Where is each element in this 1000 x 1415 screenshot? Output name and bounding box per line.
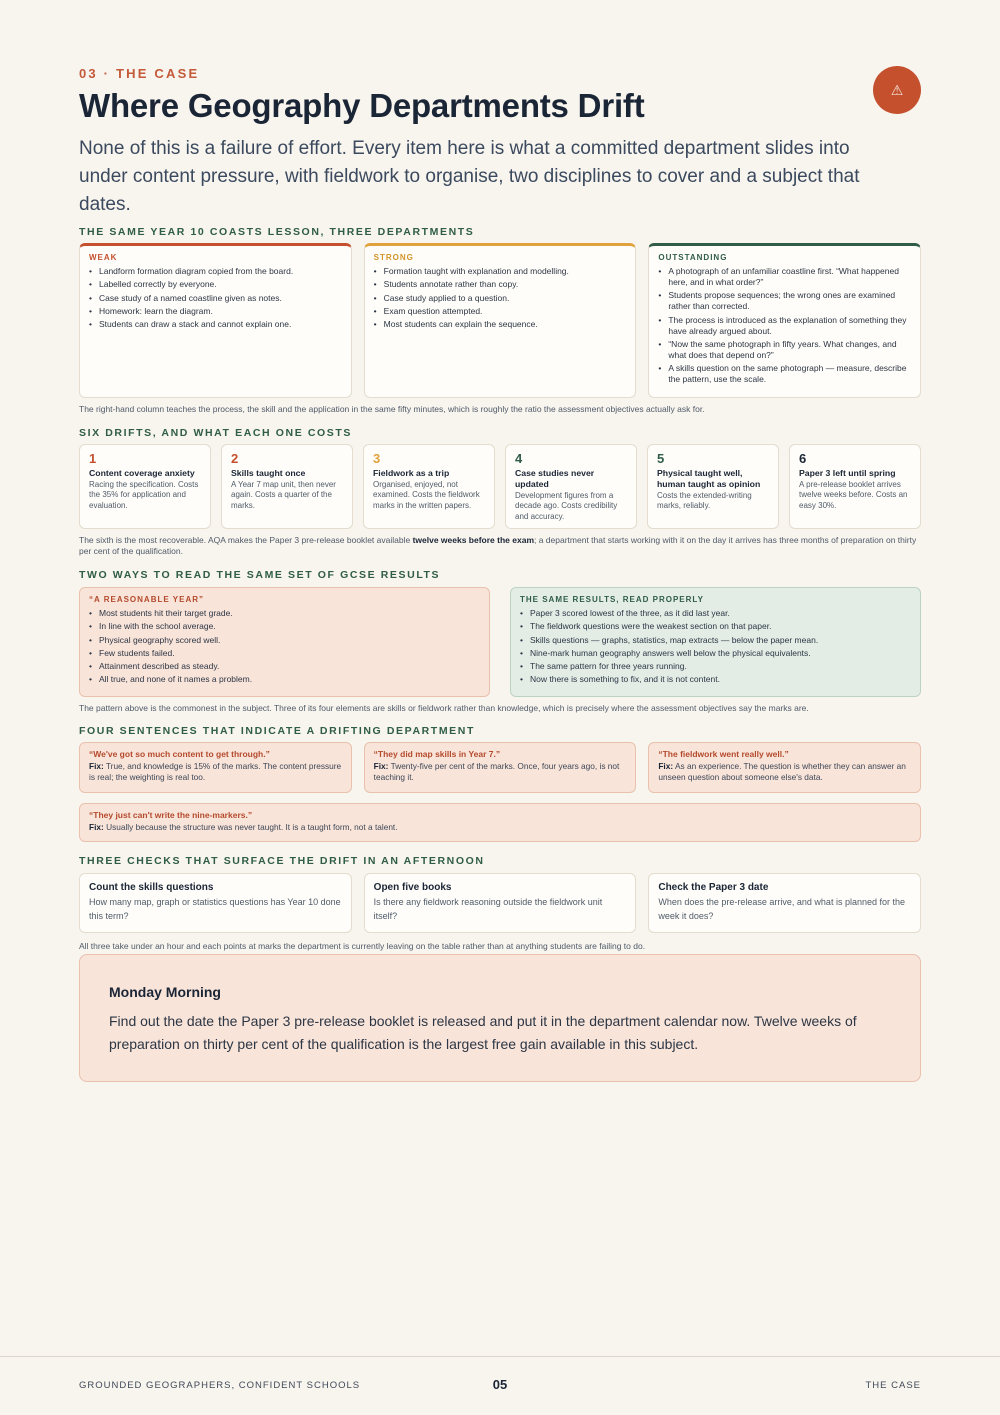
lesson-card-weak (79, 243, 352, 398)
list-item: • A skills question on the same photograph — measure, describe the pattern, use the scale. (658, 363, 911, 385)
list-item: • Attainment described as steady. (89, 661, 480, 672)
drifts-row (79, 444, 921, 529)
results-list (520, 608, 911, 685)
lesson-list (89, 266, 342, 330)
fix-text: As an experience. The question is whether they can answer an unseen question about someone else's data. (658, 761, 906, 782)
drifts-note-start: The sixth is the most recoverable. AQA makes the Paper 3 pre-release booklet available (79, 535, 413, 545)
lessons-note: The right-hand column teaches the process, the skill and the application in the same fifty minutes, which is roughly the ratio the assessment objectives actually ask for. (79, 404, 705, 414)
list-item: • Homework: learn the diagram. (89, 306, 342, 317)
results-tag: THE SAME RESULTS, READ PROPERLY (520, 595, 704, 604)
check-desc: When does the pre-release arrive, and what is planned for the week it does? (658, 897, 905, 921)
drift-number: 2 (231, 451, 239, 466)
lesson-tag: STRONG (373, 253, 414, 262)
list-item: • Exam question attempted. (374, 306, 627, 317)
sentences-row (79, 742, 921, 793)
lesson-card-outstanding (648, 243, 921, 398)
drift-card (647, 444, 779, 529)
lede-paragraph: None of this is a failure of effort. Every item here is what a committed department slides into under content pressure, with fieldwork to organise, two disciplines to cover and a subject that dates. (79, 138, 860, 215)
drift-title: Skills taught once (231, 468, 306, 478)
drift-desc: Racing the specification. Costs the 35% for application and evaluation. (89, 480, 199, 510)
results-list (89, 608, 480, 685)
results-heading: TWO WAYS TO READ THE SAME SET OF GCSE RESULTS (79, 569, 441, 581)
drift-number: 6 (799, 451, 807, 466)
drift-desc: Costs the extended-writing marks, reliably. (657, 491, 752, 511)
check-title: Open five books (373, 882, 452, 893)
fix-text: True, and knowledge is 15% of the marks. The content pressure is real; the weighting is real too. (89, 761, 342, 782)
drift-card (79, 444, 211, 529)
monday-title: Monday Morning (109, 984, 221, 1000)
fix-label: Fix: (658, 761, 674, 771)
list-item: • Now there is something to fix, and it is not content. (520, 674, 911, 685)
list-item: • A photograph of an unfamiliar coastline first. “What happened here, and in what order?” (658, 266, 911, 288)
list-item: • Students propose sequences; the wrong ones are examined rather than corrected. (658, 290, 911, 312)
list-item: • Most students hit their target grade. (89, 608, 480, 619)
drift-number: 5 (657, 451, 665, 466)
sentence-quote: “We've got so much content to get through.” (89, 749, 270, 759)
check-desc: Is there any fieldwork reasoning outside the fieldwork unit itself? (373, 897, 603, 921)
sentence-quote: “They just can't write the nine-markers.” (89, 810, 253, 820)
drifts-note-end: ; a department that starts working with it on the day it arrives has three months of preparation on thirty per cent of the qualification. (79, 535, 917, 556)
checks-note: All three take under an hour and each points at marks the department is currently leaving on the table rather than at anything students are failing to do. (79, 941, 646, 951)
list-item: • In line with the school average. (89, 621, 480, 632)
list-item: • Labelled correctly by everyone. (89, 279, 342, 290)
check-card (79, 873, 352, 933)
sentence-quote: “They did map skills in Year 7.” (373, 749, 501, 759)
lesson-tag: WEAK (89, 253, 118, 262)
lessons-heading: THE SAME YEAR 10 COASTS LESSON, THREE DEPARTMENTS (79, 226, 475, 238)
drifts-heading: SIX DRIFTS, AND WHAT EACH ONE COSTS (79, 427, 353, 439)
footer-section-name: THE CASE (865, 1380, 921, 1391)
sentence-card (79, 742, 352, 793)
list-item: • The process is introduced as the explanation of something they have already argued about. (658, 315, 911, 337)
check-card (364, 873, 637, 933)
list-item: • Paper 3 scored lowest of the three, as it did last year. (520, 608, 911, 619)
lesson-list (374, 266, 627, 330)
drift-card (363, 444, 495, 529)
list-item: • All true, and none of it names a problem. (89, 674, 480, 685)
sentence-fix (89, 822, 911, 833)
sentence-fix (89, 761, 342, 783)
list-item: • Physical geography scored well. (89, 635, 480, 646)
lesson-tag: OUTSTANDING (658, 253, 728, 262)
drift-number: 3 (373, 451, 381, 466)
fix-text: Twenty-five per cent of the marks. Once, four years ago, is not teaching it. (373, 761, 620, 782)
drift-desc: Development figures from a decade ago. Costs credibility and accuracy. (515, 491, 618, 521)
sentence-quote: “The fieldwork went really well.” (658, 749, 789, 759)
page-number: 05 (492, 1377, 508, 1392)
check-card (648, 873, 921, 933)
drifts-note-emphasis: twelve weeks before the exam (412, 535, 534, 545)
drift-card (221, 444, 353, 529)
drift-title: Content coverage anxiety (89, 468, 195, 478)
sentence-fix (658, 761, 911, 783)
sentence-card (364, 742, 637, 793)
drift-number: 4 (515, 451, 523, 466)
results-tag: “A REASONABLE YEAR” (89, 595, 205, 604)
list-item: • The fieldwork questions were the weakest section on that paper. (520, 621, 911, 632)
page-footer (0, 1356, 1000, 1415)
drift-title: Case studies never updated (515, 468, 595, 489)
checks-heading: THREE CHECKS THAT SURFACE THE DRIFT IN AN AFTERNOON (79, 855, 485, 867)
fix-label: Fix: (89, 822, 104, 832)
lesson-card-strong (364, 243, 637, 398)
drift-title: Fieldwork as a trip (373, 468, 450, 478)
results-card-reasonable (79, 587, 490, 697)
page-content (79, 66, 921, 1096)
list-item: • Landform formation diagram copied from the board. (89, 266, 342, 277)
sentence-card (648, 742, 921, 793)
list-item: • Nine-mark human geography answers well below the physical equivalents. (520, 648, 911, 659)
drift-desc: Organised, enjoyed, not examined. Costs the fieldwork marks in the written papers. (373, 480, 480, 510)
drift-title: Paper 3 left until spring (799, 468, 896, 478)
sentence-card-wide (79, 803, 921, 842)
checks-row (79, 873, 921, 933)
drift-desc: A Year 7 map unit, then never again. Costs a quarter of the marks. (231, 480, 336, 510)
page-title: Where Geography Departments Drift (79, 87, 645, 124)
sentence-fix (374, 761, 627, 783)
fix-text: Usually because the structure was never taught. It is a taught form, not a talent. (106, 822, 398, 832)
drift-title: Physical taught well, human taught as opinion (657, 468, 761, 489)
list-item: • Students can draw a stack and cannot explain one. (89, 319, 342, 330)
lessons-row (79, 243, 921, 398)
monday-text: Find out the date the Paper 3 pre-release booklet is released and put it in the department calendar now. Twelve weeks of preparation on thirty per cent of the qualification is the largest free gain available in this subject. (109, 1013, 857, 1052)
drifts-note (79, 535, 921, 557)
list-item: • Students annotate rather than copy. (374, 279, 627, 290)
list-item: • Formation taught with explanation and modelling. (374, 266, 627, 277)
check-title: Check the Paper 3 date (658, 882, 769, 893)
list-item: • Case study applied to a question. (374, 293, 627, 304)
drift-card (789, 444, 921, 529)
lesson-list (658, 266, 911, 385)
section-kicker: 03 · THE CASE (79, 66, 200, 81)
drift-desc: A pre-release booklet arrives twelve weeks before. Costs an easy 30%. (799, 480, 908, 510)
list-item: • Few students failed. (89, 648, 480, 659)
list-item: • Most students can explain the sequence. (374, 319, 627, 330)
drift-number: 1 (89, 451, 97, 466)
fix-label: Fix: (89, 761, 104, 771)
fix-label: Fix: (373, 761, 389, 771)
footer-series-title: GROUNDED GEOGRAPHERS, CONFIDENT SCHOOLS (79, 1380, 361, 1391)
check-title: Count the skills questions (89, 882, 214, 893)
drift-card (505, 444, 637, 529)
list-item: • Skills questions — graphs, statistics, map extracts — below the paper mean. (520, 635, 911, 646)
list-item: • The same pattern for three years running. (520, 661, 911, 672)
sentences-heading: FOUR SENTENCES THAT INDICATE A DRIFTING DEPARTMENT (79, 725, 475, 737)
results-card-properly (510, 587, 921, 697)
check-desc: How many map, graph or statistics questions has Year 10 done this term? (89, 897, 341, 921)
results-note: The pattern above is the commonest in the subject. Three of its four elements are skills or fieldwork rather than knowledge, which is precisely where the assessment objectives say the marks are. (79, 703, 809, 713)
warning-icon: ⚠ (873, 66, 921, 114)
monday-morning-callout (79, 954, 921, 1082)
list-item: • Case study of a named coastline given as notes. (89, 293, 342, 304)
list-item: • “Now the same photograph in fifty years. What changes, and what does that depend on?” (658, 339, 911, 361)
